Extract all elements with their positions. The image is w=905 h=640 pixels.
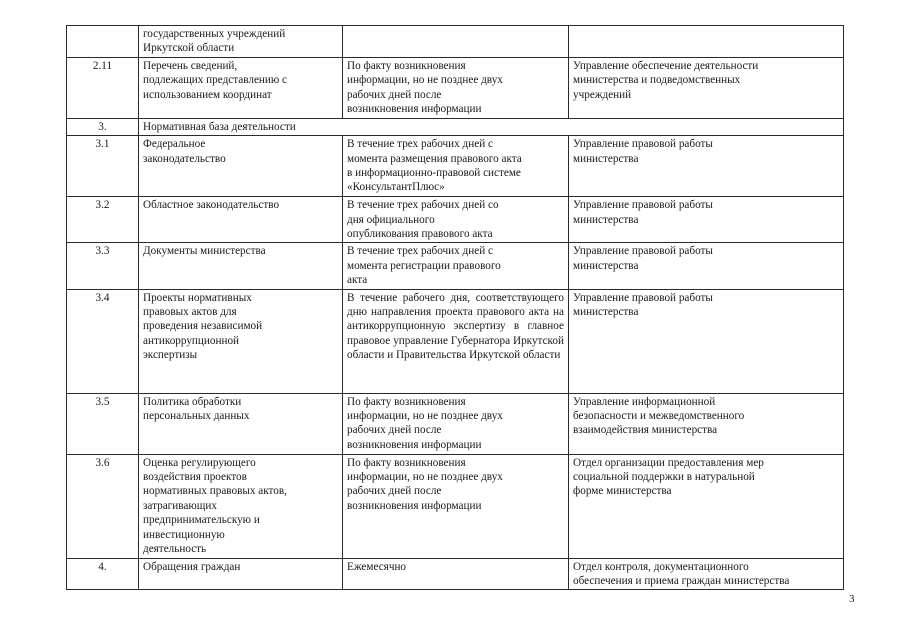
term-cell	[343, 26, 569, 58]
term-cell: По факту возникновения информации, но не позднее двух рабочих дней после возникновения информации	[343, 57, 569, 118]
table-row	[67, 393, 844, 454]
info-name-cell: Обращения граждан	[139, 558, 343, 590]
row-number-cell	[67, 26, 139, 58]
info-name-cell: Федеральное законодательство	[139, 136, 343, 197]
table-row	[67, 289, 844, 393]
table-row	[67, 197, 844, 243]
info-name-cell: Документы министерства	[139, 243, 343, 289]
info-name-cell: Проекты нормативных правовых актов для проведения независимой антикоррупционной экспертизы	[139, 289, 343, 393]
page-number: 3	[849, 593, 855, 605]
info-name-cell: Политика обработки персональных данных	[139, 393, 343, 454]
responsible-cell	[569, 26, 844, 58]
row-number-cell: 2.11	[67, 57, 139, 118]
row-number-cell: 3.3	[67, 243, 139, 289]
responsible-cell: Управление правовой работы министерства	[569, 289, 844, 393]
term-cell: В течение трех рабочих дней со дня официального опубликования правового акта	[343, 197, 569, 243]
responsible-cell: Отдел организации предоставления мер социальной поддержки в натуральной форме министерства	[569, 454, 844, 558]
information-schedule-table	[66, 25, 844, 590]
table-row	[67, 136, 844, 197]
responsible-cell: Управление правовой работы министерства	[569, 197, 844, 243]
table-row	[67, 118, 844, 135]
info-name-cell: государственных учреждений Иркутской области	[139, 26, 343, 58]
row-number-cell: 4.	[67, 558, 139, 590]
table-row	[67, 454, 844, 558]
term-cell: В течение рабочего дня, соответствующего дню направления проекта правового акта на антикоррупционную экспертизу в главное правовое управление Губернатора Иркутской области и Правительства Иркутской области	[343, 289, 569, 393]
responsible-cell: Управление правовой работы министерства	[569, 136, 844, 197]
table-row	[67, 558, 844, 590]
section-title-cell: Нормативная база деятельности	[139, 118, 844, 135]
info-name-cell: Областное законодательство	[139, 197, 343, 243]
row-number-cell: 3.4	[67, 289, 139, 393]
responsible-cell: Управление информационной безопасности и межведомственного взаимодействия министерства	[569, 393, 844, 454]
term-cell: По факту возникновения информации, но не позднее двух рабочих дней после возникновения информации	[343, 393, 569, 454]
row-number-cell: 3.2	[67, 197, 139, 243]
row-number-cell: 3.6	[67, 454, 139, 558]
row-number-cell: 3.	[67, 118, 139, 135]
table-row	[67, 26, 844, 58]
row-number-cell: 3.5	[67, 393, 139, 454]
term-cell: Ежемесячно	[343, 558, 569, 590]
responsible-cell: Управление обеспечение деятельности министерства и подведомственных учреждений	[569, 57, 844, 118]
responsible-cell: Отдел контроля, документационного обеспечения и приема граждан министерства	[569, 558, 844, 590]
table-row	[67, 57, 844, 118]
responsible-cell: Управление правовой работы министерства	[569, 243, 844, 289]
info-name-cell: Перечень сведений, подлежащих представлению с использованием координат	[139, 57, 343, 118]
term-cell: По факту возникновения информации, но не позднее двух рабочих дней после возникновения информации	[343, 454, 569, 558]
term-cell: В течение трех рабочих дней с момента размещения правового акта в информационно-правовой системе «КонсультантПлюс»	[343, 136, 569, 197]
row-number-cell: 3.1	[67, 136, 139, 197]
term-cell: В течение трех рабочих дней с момента регистрации правового акта	[343, 243, 569, 289]
table-row	[67, 243, 844, 289]
info-name-cell: Оценка регулирующего воздействия проектов нормативных правовых актов, затрагивающих предпринимательскую и инвестиционную деятельность	[139, 454, 343, 558]
